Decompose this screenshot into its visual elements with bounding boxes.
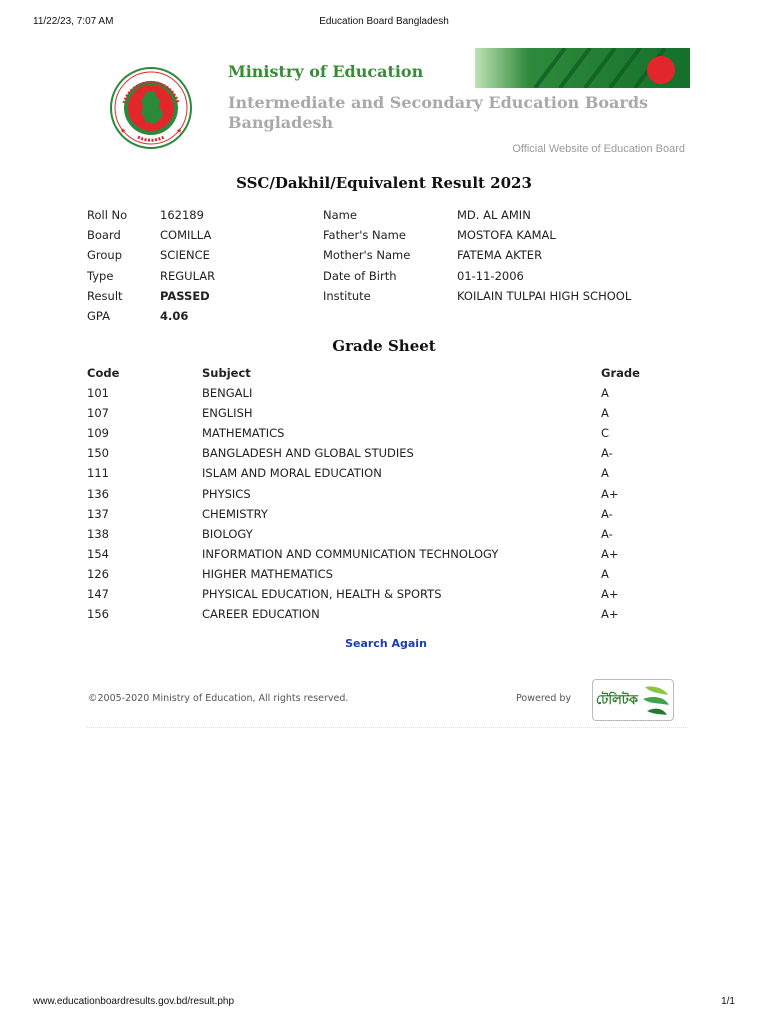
subject-code: 138 [87,526,109,541]
subject-code: 136 [87,486,109,501]
print-datetime: 11/22/23, 7:07 AM [33,16,114,27]
roll-label: Roll No [87,208,128,222]
subject-name: BANGLADESH AND GLOBAL STUDIES [202,446,414,461]
copyright-text: ©2005-2020 Ministry of Education, All rights reserved. [88,693,349,704]
type-label: Type [87,268,114,283]
teletalk-logo [592,679,674,721]
group-value: SCIENCE [160,248,210,263]
result-value: PASSED [160,288,210,303]
group-label: Group [87,248,123,263]
name-value: MD. AL AMIN [457,208,531,222]
gpa-label: GPA [87,308,110,323]
subject-name: BENGALI [202,386,253,401]
subject-code: 107 [87,406,109,421]
print-page-number: 1/1 [721,996,735,1007]
ministry-title: Ministry of Education [228,62,424,81]
mother-value: FATEMA AKTER [457,248,543,263]
print-url: www.educationboardresults.gov.bd/result.php [33,996,235,1007]
name-label: Name [323,208,357,222]
father-value: MOSTOFA KAMAL [457,228,556,243]
board-value: COMILLA [160,228,212,243]
svg-text:★: ★ [176,127,183,135]
gpa-value: 4.06 [160,308,189,323]
subject-name: HIGHER MATHEMATICS [202,566,333,581]
subject-code: 147 [87,587,109,602]
subject-name: PHYSICAL EDUCATION, HEALTH & SPORTS [202,587,442,602]
teletalk-leaf-icon [641,683,671,717]
official-website-text: Official Website of Education Board [512,143,685,155]
print-title: Education Board Bangladesh [319,16,449,27]
code-header: Code [87,366,120,380]
subject-name: CHEMISTRY [202,506,268,521]
father-label: Father's Name [323,228,406,243]
subject-grade: A [601,466,609,481]
result-title: SSC/Dakhil/Equivalent Result 2023 [236,174,532,192]
subject-name: MATHEMATICS [202,426,285,441]
subject-grade: A+ [601,546,619,561]
government-seal-icon [110,67,192,149]
grade-sheet-title: Grade Sheet [332,337,436,355]
subject-name: ISLAM AND MORAL EDUCATION [202,466,382,481]
subject-grade: A- [601,526,613,541]
subject-code: 156 [87,607,109,622]
subject-grade: C [601,426,610,441]
subject-name: BIOLOGY [202,526,253,541]
svg-text:★: ★ [120,127,127,135]
dob-value: 01-11-2006 [457,268,524,283]
subject-code: 150 [87,446,109,461]
subject-grade: A [601,386,609,401]
subject-code: 101 [87,386,109,401]
subject-code: 109 [87,426,109,441]
subject-header: Subject [202,366,251,380]
flag-banner [475,48,690,88]
subject-code: 137 [87,506,109,521]
dob-label: Date of Birth [323,268,397,283]
subject-grade: A [601,566,609,581]
result-label: Result [87,288,123,303]
subject-code: 111 [87,466,109,481]
teletalk-logo-text: টেলিটক [596,693,638,708]
subject-grade: A [601,406,609,421]
board-title: Intermediate and Secondary Education Boards Bangladesh [228,93,649,132]
subject-code: 154 [87,546,109,561]
search-again-link[interactable]: Search Again [345,637,427,650]
institute-value: KOILAIN TULPAI HIGH SCHOOL [457,288,632,303]
mother-label: Mother's Name [323,248,411,263]
powered-by-text: Powered by [516,693,572,704]
roll-value: 162189 [160,208,204,222]
subject-grade: A+ [601,587,619,602]
subject-name: PHYSICS [202,486,251,501]
subject-name: INFORMATION AND COMMUNICATION TECHNOLOGY [202,546,499,561]
subject-name: ENGLISH [202,406,253,421]
subject-code: 126 [87,566,109,581]
type-value: REGULAR [160,268,216,283]
subject-grade: A- [601,506,613,521]
subject-grade: A+ [601,486,619,501]
institute-label: Institute [323,288,371,303]
board-label: Board [87,228,121,243]
subject-grade: A+ [601,607,619,622]
footer-divider [87,727,688,728]
grade-header: Grade [601,366,640,380]
subject-name: CAREER EDUCATION [202,607,320,622]
subject-grade: A- [601,446,613,461]
